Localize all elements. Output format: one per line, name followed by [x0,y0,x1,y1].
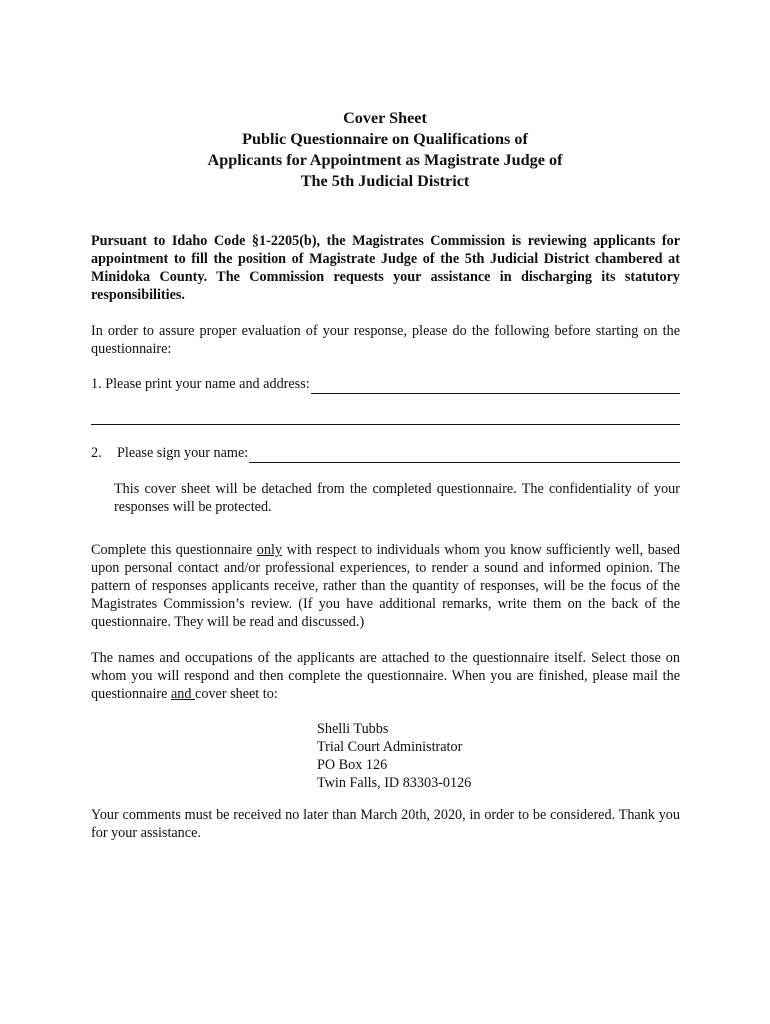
name-address-field[interactable] [311,379,680,394]
instructions-paragraph: In order to assure proper evaluation of your response, please do the following before starting on the questionnaire: [91,323,680,357]
names-text-after: cover sheet to: [195,685,278,702]
signature-field[interactable] [249,448,680,463]
name-address-field-line-2[interactable] [91,424,680,425]
complete-text-before: Complete this questionnaire [91,542,257,558]
intro-paragraph: Pursuant to Idaho Code §1-2205(b), the Magistrates Commission is reviewing applicants for appointment to fill the position of Magistrate Judge of the 5th Judicial District chambered at Minidoka County. The Commission requests your assistance in discharging its statutory responsibilities. [91,233,680,303]
address-title: Trial Court Administrator [317,738,463,755]
signature-row [91,445,680,463]
complete-paragraph [91,542,680,632]
title-line-3: Applicants for Appointment as Magistrate Judge of [207,151,563,169]
names-text-underlined: and [170,685,196,702]
names-text-before: The names and occupations of the applicants are attached to the questionnaire itself. Select those on whom you will respond and then complete the questionnaire. When you are finished, please mail the questionnaire [91,650,680,702]
complete-text-underlined: only [256,542,283,558]
signature-number: 2. [91,445,102,461]
deadline-paragraph: Your comments must be received no later than March 20th, 2020, in order to be considered. Thank you for your assistance. [91,807,680,841]
names-paragraph [91,650,680,704]
title-line-4: The 5th Judicial District [300,172,470,190]
name-address-row [91,376,680,394]
title-line-1: Cover Sheet [343,109,427,127]
signature-label: Please sign your name: [117,445,249,461]
name-address-label: 1. Please print your name and address: [91,376,310,392]
document-title [0,108,770,192]
confidentiality-note: This cover sheet will be detached from the completed questionnaire. The confidentiality of your responses will be protected. [114,481,680,515]
address-name: Shelli Tubbs [317,721,389,737]
mailing-address [317,721,471,793]
title-line-2: Public Questionnaire on Qualifications of [242,130,528,148]
address-po-box: PO Box 126 [317,756,388,773]
address-city: Twin Falls, ID 83303-0126 [317,774,472,791]
complete-text-after: with respect to individuals whom you know sufficiently well, based upon personal contact and/or professional experiences, to render a sound and informed opinion. The pattern of responses applicants receive, rather than the quantity of responses, will be the focus of the Magistrates Commission’s review. (If you have additional remarks, write them on the back of the questionnaire. They will be read and discussed.) [91,542,680,630]
